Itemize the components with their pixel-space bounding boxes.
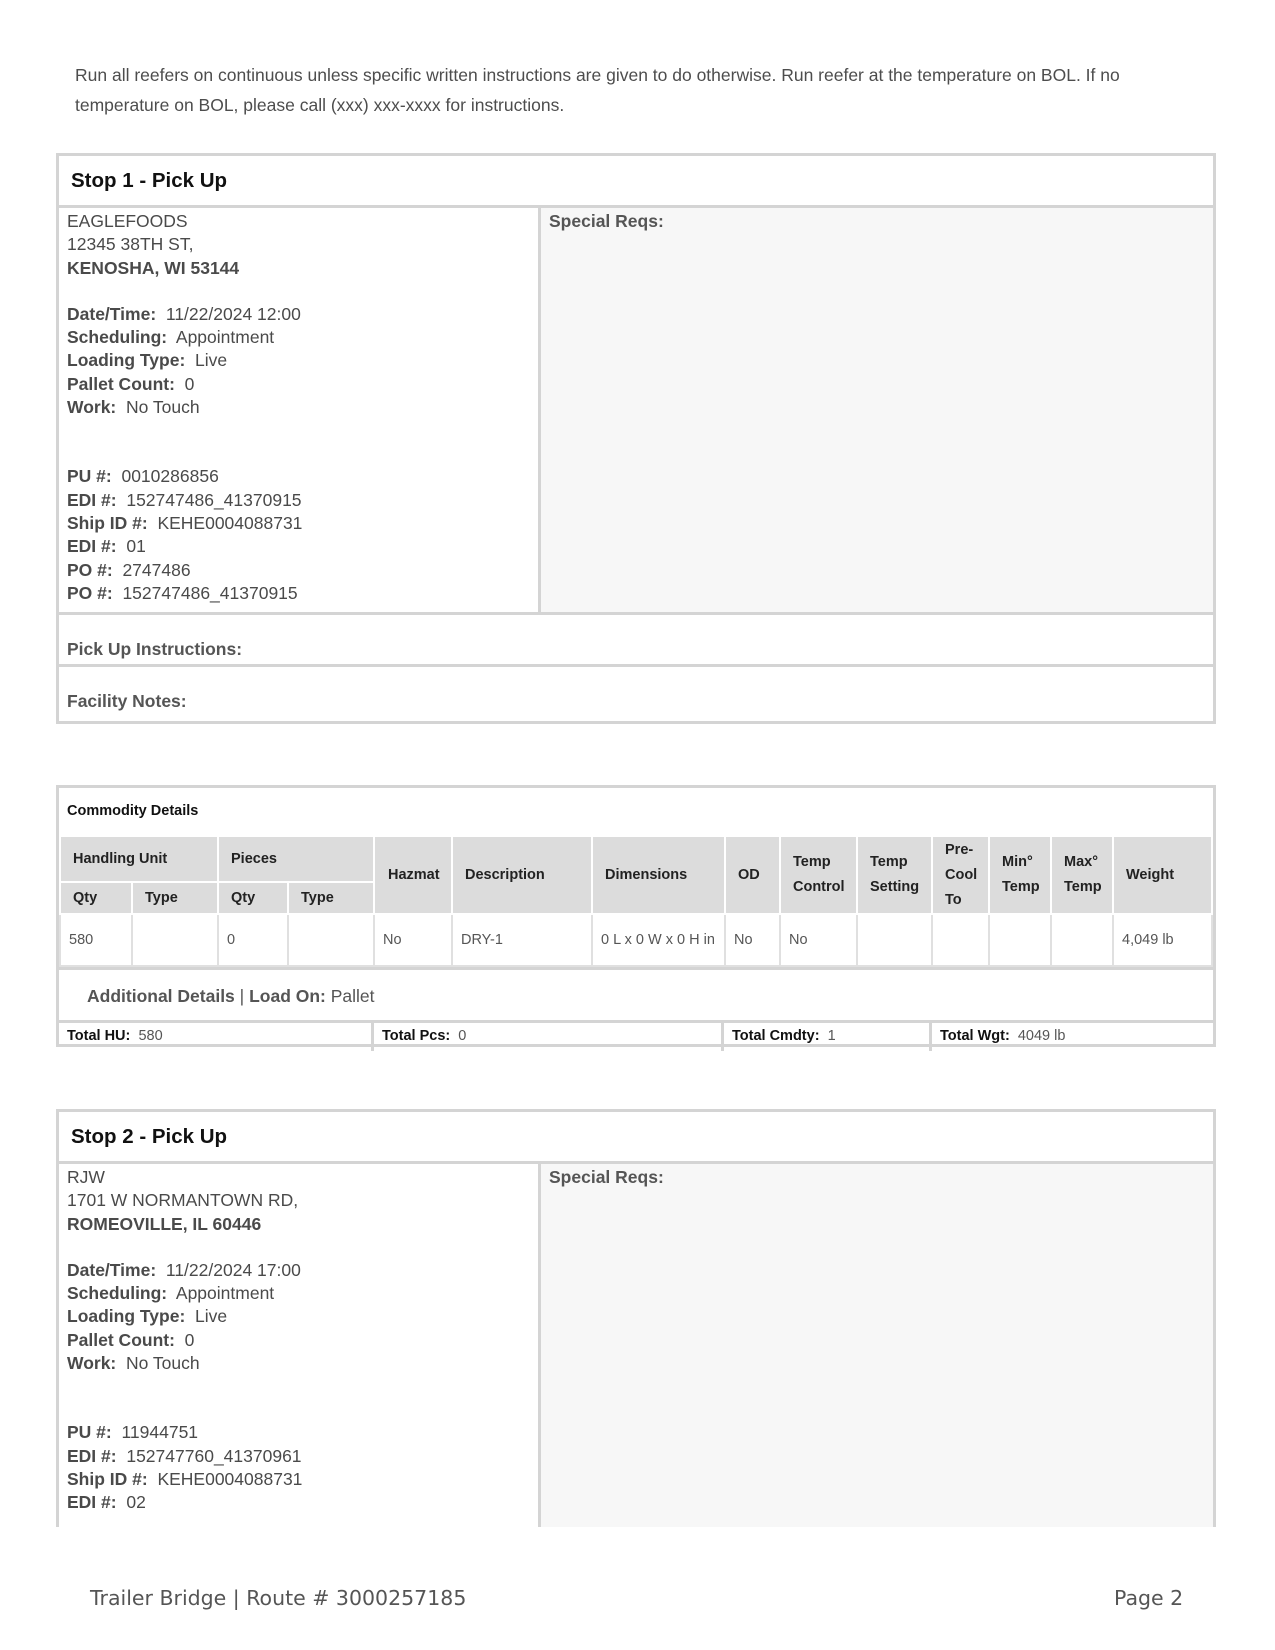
stop-1-address bbox=[59, 208, 541, 612]
stop-1-edi-number-2: EDI #: 01 bbox=[67, 536, 146, 557]
stop-2-facility-name: RJW bbox=[67, 1167, 105, 1187]
stop-2-datetime: Date/Time: 11/22/2024 17:00 bbox=[67, 1259, 301, 1280]
stop-2-work: Work: No Touch bbox=[67, 1353, 200, 1374]
stop-1-city: KENOSHA, WI 53144 bbox=[67, 257, 240, 278]
cell-dimensions: 0 L x 0 W x 0 H in bbox=[592, 914, 725, 966]
commodity-title: Commodity Details bbox=[67, 803, 199, 819]
stop-2-scheduling: Scheduling: Appointment bbox=[67, 1283, 275, 1304]
stop-1-card bbox=[56, 153, 1216, 724]
col-min-temp: Min° Temp bbox=[989, 836, 1051, 914]
stop-2-ship-id: Ship ID #: KEHE0004088731 bbox=[67, 1468, 303, 1489]
footer-route: Trailer Bridge | Route # 3000257185 bbox=[90, 1586, 467, 1610]
cell-pcs-qty: 0 bbox=[218, 914, 288, 966]
col-temp-setting: Temp Setting bbox=[857, 836, 932, 914]
stop-1-scheduling: Scheduling: Appointment bbox=[67, 327, 275, 348]
cell-hu-qty: 580 bbox=[60, 914, 132, 966]
col-dimensions: Dimensions bbox=[592, 836, 725, 914]
stop-1-pallet-count: Pallet Count: 0 bbox=[67, 373, 195, 394]
commodity-details bbox=[56, 785, 1216, 1047]
total-hu: Total HU: 580 bbox=[59, 1023, 374, 1051]
cell-hazmat: No bbox=[374, 914, 452, 966]
stop-1-title: Stop 1 - Pick Up bbox=[59, 156, 1213, 208]
col-od: OD bbox=[725, 836, 780, 914]
stop-2-pu-number: PU #: 11944751 bbox=[67, 1422, 199, 1443]
col-hu-type: Type bbox=[132, 882, 218, 914]
cell-hu-type bbox=[132, 914, 218, 966]
stop-2-card bbox=[56, 1109, 1216, 1527]
stop-1-street: 12345 38TH ST, bbox=[67, 234, 194, 255]
col-pieces: Pieces bbox=[218, 836, 374, 882]
commodity-totals bbox=[59, 1020, 1213, 1051]
total-wgt: Total Wgt: 4049 lb bbox=[940, 1028, 1066, 1044]
col-handling-unit: Handling Unit bbox=[60, 836, 218, 882]
stop-2-edi-number: EDI #: 152747760_41370961 bbox=[67, 1445, 302, 1466]
col-temp-control: Temp Control bbox=[780, 836, 857, 914]
stop-2-title: Stop 2 - Pick Up bbox=[59, 1112, 1213, 1164]
col-hu-qty: Qty bbox=[60, 882, 132, 914]
total-cmdty: Total Cmdty: 1 bbox=[724, 1023, 932, 1051]
stop-1-pu-number: PU #: 0010286856 bbox=[67, 466, 219, 487]
col-pcs-qty: Qty bbox=[218, 882, 288, 914]
total-pcs: Total Pcs: 0 bbox=[374, 1023, 724, 1051]
cell-temp-setting bbox=[857, 914, 932, 966]
col-description: Description bbox=[452, 836, 592, 914]
stop-1-ship-id: Ship ID #: KEHE0004088731 bbox=[67, 512, 303, 533]
stop-1-special-reqs: Special Reqs: bbox=[541, 208, 1213, 612]
stop-1-po-number-2: PO #: 152747486_41370915 bbox=[67, 582, 298, 603]
cell-min-temp bbox=[989, 914, 1051, 966]
table-row bbox=[60, 914, 1212, 966]
col-hazmat: Hazmat bbox=[374, 836, 452, 914]
stop-1-po-number: PO #: 2747486 bbox=[67, 559, 191, 580]
stop-2-edi-number-2: EDI #: 02 bbox=[67, 1492, 146, 1513]
commodity-table bbox=[59, 835, 1213, 967]
load-on-value: Pallet bbox=[330, 986, 375, 1006]
cell-max-temp bbox=[1051, 914, 1113, 966]
stop-1-facility-name: EAGLEFOODS bbox=[67, 211, 188, 231]
cell-pcs-type bbox=[288, 914, 374, 966]
cell-description: DRY-1 bbox=[452, 914, 592, 966]
additional-details: Additional Details | Load On: Pallet bbox=[59, 967, 1213, 1020]
cell-od: No bbox=[725, 914, 780, 966]
cell-weight: 4,049 lb bbox=[1113, 914, 1212, 966]
stop-1-loading-type: Loading Type: Live bbox=[67, 350, 228, 371]
footer-page-number: Page 2 bbox=[1114, 1586, 1184, 1610]
stop-1-work: Work: No Touch bbox=[67, 397, 200, 418]
col-max-temp: Max° Temp bbox=[1051, 836, 1113, 914]
stop-1-edi-number: EDI #: 152747486_41370915 bbox=[67, 489, 302, 510]
stop-2-city: ROMEOVILLE, IL 60446 bbox=[67, 1213, 262, 1234]
col-weight: Weight bbox=[1113, 836, 1212, 914]
stop-1-facility-notes: Facility Notes: bbox=[59, 664, 1213, 716]
cell-pre-cool bbox=[932, 914, 989, 966]
reefer-notice: Run all reefers on continuous unless specific written instructions are given to do otherwise. Run reefer at the temperature on BOL. If no temperature on BOL, please call (xxx) xxx-xxxx for instructions. bbox=[75, 65, 1120, 115]
stop-1-datetime: Date/Time: 11/22/2024 12:00 bbox=[67, 303, 301, 324]
stop-1-pickup-instructions: Pick Up Instructions: bbox=[59, 612, 1213, 664]
col-pre-cool: Pre-Cool To bbox=[932, 836, 989, 914]
cell-temp-control: No bbox=[780, 914, 857, 966]
col-pcs-type: Type bbox=[288, 882, 374, 914]
stop-2-loading-type: Loading Type: Live bbox=[67, 1306, 228, 1327]
stop-2-pallet-count: Pallet Count: 0 bbox=[67, 1329, 195, 1350]
stop-2-special-reqs: Special Reqs: bbox=[541, 1164, 1213, 1527]
stop-2-street: 1701 W NORMANTOWN RD, bbox=[67, 1190, 299, 1211]
stop-2-address bbox=[59, 1164, 541, 1527]
